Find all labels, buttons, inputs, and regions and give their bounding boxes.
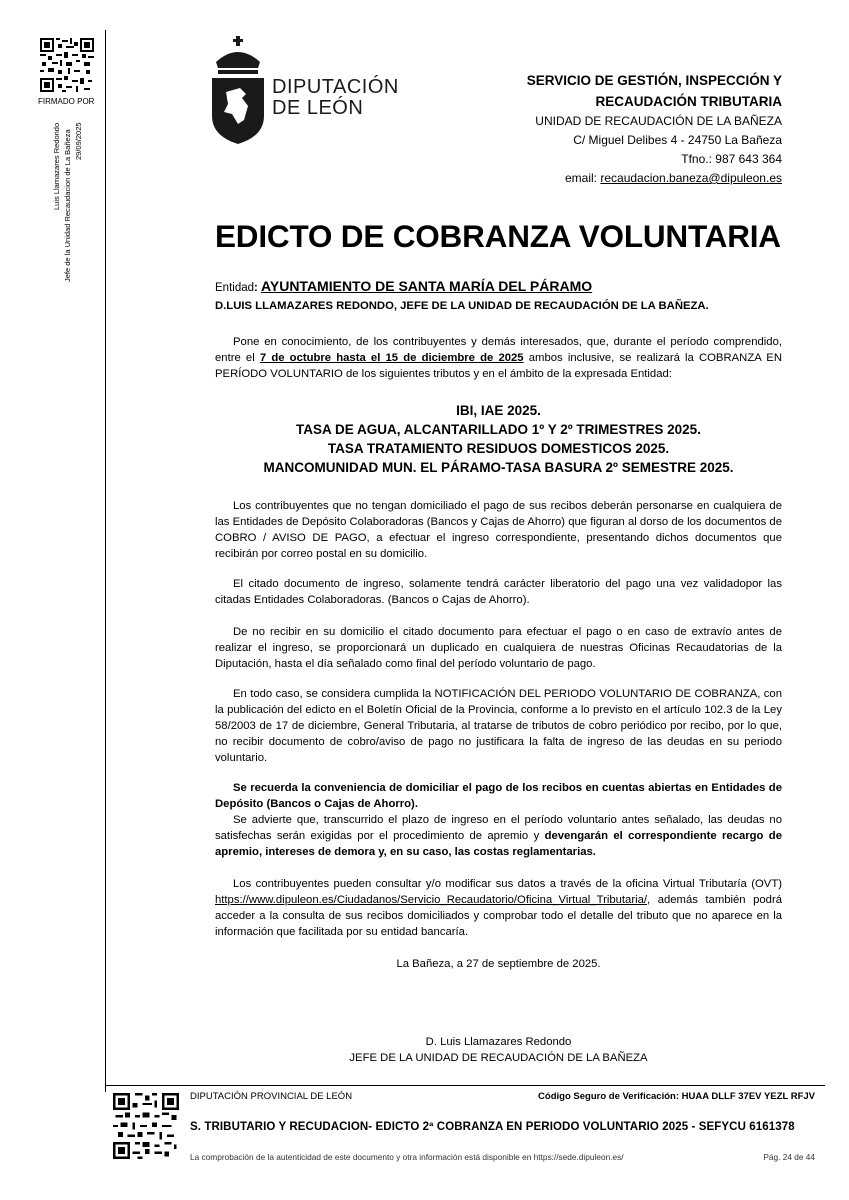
paragraph-text: Se recuerda la conveniencia de domiciliar el pago de los recibos en cuentas abiertas en Entidades de Depósito (Bancos o Cajas de Ahorro). — [215, 782, 782, 810]
unit-name: UNIDAD DE RECAUDACIÓN DE LA BAÑEZA — [535, 114, 782, 128]
paragraph-7 — [215, 876, 782, 940]
institution-logo-text — [272, 77, 399, 119]
paragraph-bold-text: devengarán el correspondiente recargo de apremio, intereses de demora y, en su caso, las costas reglamentarias. — [215, 830, 782, 858]
intro-text-1: Pone en conocimiento, de los contribuyentes y demás interesados, que, durante el período comprendido, entre el — [215, 336, 782, 364]
paragraph-3 — [215, 624, 782, 672]
page-number: Pág. 24 de 44 — [763, 1152, 815, 1162]
entity-name: AYUNTAMIENTO DE SANTA MARÍA DEL PÁRAMO — [261, 278, 593, 294]
official-line: D.LUIS LLAMAZARES REDONDO, JEFE DE LA UNIDAD DE RECAUDACIÓN DE LA BAÑEZA. — [215, 300, 709, 312]
paragraph-text: Los contribuyentes que no tengan domiciliado el pago de sus recibos deberán personarse en cualquiera de las Entidades de Depósito Colaboradoras (Bancos y Cajas de Ahorro) que figuran al dorso de los documentos de COBRO / AVISO DE PAGO, a efectuar el ingreso correspondiente, presentando dichos documentos que recibirán por correo postal en su domicilio. — [215, 500, 782, 560]
signature-role: JEFE DE LA UNIDAD DE RECAUDACIÓN DE LA BAÑEZA — [349, 1052, 648, 1064]
paragraph-text: El citado documento de ingreso, solamente tendrá carácter liberatorio del pago una vez validadopor las citadas Entidades Colaboradoras. (Bancos o Cajas de Ahorro). — [215, 578, 782, 606]
paragraph-6 — [215, 812, 782, 860]
footer-rule — [105, 1085, 825, 1086]
paragraph-text: Se advierte que, transcurrido el plazo de ingreso en el período voluntario antes señalado, las deudas no satisfechas serán exigidas por el procedimiento de apremio y — [215, 814, 782, 842]
signer-role: Jefe de la Unidad Recaudacion de La Bañeza — [63, 129, 72, 282]
tax-item: IBI, IAE 2025. — [456, 403, 541, 418]
left-margin-rule — [105, 30, 106, 1092]
service-name-line-1: SERVICIO DE GESTIÓN, INSPECCIÓN Y — [526, 73, 782, 88]
entity-block — [215, 278, 782, 314]
tax-item: TASA TRATAMIENTO RESIDUOS DOMESTICOS 2025. — [327, 441, 670, 456]
footer-organization: DIPUTACIÓN PROVINCIAL DE LEÓN — [190, 1091, 353, 1102]
office-phone: Tfno.: 987 643 364 — [681, 152, 782, 166]
signature-date: 29/09/2025 — [74, 122, 83, 160]
office-header — [527, 70, 782, 188]
office-address: C/ Miguel Delibes 4 - 24750 La Bañeza — [573, 133, 782, 147]
place-date: La Bañeza, a 27 de septiembre de 2025. — [396, 958, 601, 970]
paragraph-1 — [215, 498, 782, 562]
document-title: S. TRIBUTARIO Y RECUDACION- EDICTO 2ª COBRANZA EN PERIODO VOLUNTARIO 2025 - SEFYCU 6161378 — [190, 1121, 795, 1133]
paragraph-2 — [215, 576, 782, 608]
signature-qr-code — [40, 38, 94, 92]
paragraph-text: En todo caso, se considera cumplida la NOTIFICACIÓN DEL PERIODO VOLUNTARIO DE COBRANZA, con la publicación del edicto en el Boletín Oficial de la Provincia, conforme a lo previsto en el artículo 102.3 de la Ley 58/2003 de 17 de diciembre, General Tributaria, al tratarse de tributos de cobro periódico por recibo, por lo que, no recibir documento de cobro/aviso de pago no justificara la falta de ingreso de las deudas en su periodo voluntario. — [215, 688, 782, 764]
intro-text-2: ambos inclusive, se realizará la COBRANZA EN PERÍODO VOLUNTARIO de los siguientes tributos y en el ámbito de la expresada Entidad: — [215, 352, 782, 380]
logo-line-1: DIPUTACIÓN — [272, 76, 399, 98]
entity-colon: : — [254, 282, 262, 294]
signature-name: D. Luis Llamazares Redondo — [425, 1036, 572, 1048]
verification-qr-code — [113, 1093, 179, 1159]
verification-code: Código Seguro de Verificación: HUAA DLLF 37EV YEZL RFJV — [538, 1091, 815, 1102]
tax-item: MANCOMUNIDAD MUN. EL PÁRAMO-TASA BASURA 2º SEMESTRE 2025. — [263, 460, 734, 475]
signer-name: Luis Llamazares Redondo — [52, 122, 61, 210]
signature-block — [215, 1034, 782, 1066]
logo-line-2: DE LEÓN — [272, 97, 364, 119]
paragraph-4 — [215, 686, 782, 766]
page-title: EDICTO DE COBRANZA VOLUNTARIA — [215, 218, 781, 254]
collection-dates: 7 de octubre hasta el 15 de diciembre de 2025 — [259, 352, 524, 364]
authenticity-note: La comprobación de la autenticidad de este documento y otra información está disponible en https://sede.dipuleon.es/ — [190, 1152, 624, 1162]
service-name-line-2: RECAUDACIÓN TRIBUTARIA — [595, 94, 782, 109]
signed-by-label: FIRMADO POR — [38, 97, 95, 106]
ovt-link[interactable]: https://www.dipuleon.es/Ciudadanos/Servicio_Recaudatorio/Oficina_Virtual_Tributaria/ — [215, 894, 648, 906]
tax-list — [215, 401, 782, 477]
intro-paragraph — [215, 334, 782, 382]
paragraph-text: , además también podrá acceder a la consulta de sus recibos domiciliados y comprobar todo el detalle del tributo que no aparece en la información que facilitada por su entidad bancaría. — [215, 894, 782, 938]
paragraph-5 — [215, 780, 782, 812]
entity-label: Entidad — [215, 282, 255, 294]
email-link[interactable]: recaudacion.baneza@dipuleon.es — [600, 171, 782, 185]
office-email — [527, 169, 782, 188]
paragraph-text: De no recibir en su domicilio el citado documento para efectuar el pago o en caso de extravío antes de realizar el ingreso, se proporcionará un duplicado en cualquiera de nuestras Oficinas Recaudatorias de la Diputación, hasta el día señalado como final del período voluntario de pago. — [215, 626, 782, 670]
email-label: email: — [565, 171, 601, 185]
paragraph-text: Los contribuyentes pueden consultar y/o modificar sus datos a través de la oficina Virtual Tributaría (OVT) — [233, 878, 782, 890]
tax-item: TASA DE AGUA, ALCANTARILLADO 1º Y 2º TRIMESTRES 2025. — [296, 422, 701, 437]
coat-of-arms-icon — [210, 36, 266, 151]
